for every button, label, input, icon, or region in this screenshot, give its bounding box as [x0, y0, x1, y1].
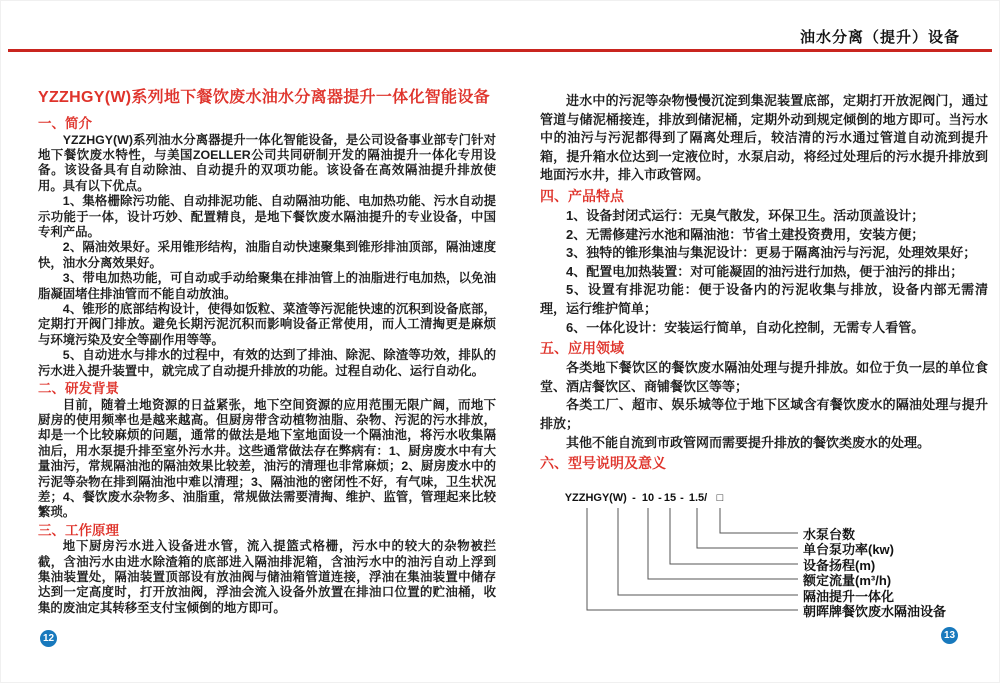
- paragraph: 各类地下餐饮区的餐饮废水隔油处理与提升排放。如位于负一层的单位食堂、酒店餐饮区、商铺餐饮区等等；: [540, 360, 988, 394]
- diagram-label-integrated-lift: 隔油提升一体化: [803, 589, 895, 604]
- diagram-label-brand: 朝晖牌餐饮废水隔油设备: [803, 604, 947, 619]
- page-number-right: 13: [941, 627, 958, 644]
- model-part-pump-count-box: □: [716, 492, 724, 504]
- feature-item: 2、无需修建污水池和隔油池：节省土建投资费用，安装方便；: [566, 226, 925, 242]
- feature-item: 1、设备封闭式运行：无臭气散发，环保卫生。活动顶盖设计；: [566, 207, 925, 223]
- paragraph: 进水中的污泥等杂物慢慢沉淀到集泥装置底部，定期打开放泥阀门，通过管道与储泥桶接连，排放到储泥桶，定期外动到规定倾倒的地方即可。当污水中的油污与污泥都得到了隔离处理后，较洁清的污水通过管道自动流到提升箱，提升箱水位达到一定液位时，水泵启动，将经过处理后的污水提升排放到地面污水井，排入市政管网。: [540, 93, 988, 183]
- section-heading-background: 二、研发背景: [38, 381, 119, 396]
- section-heading-model-meaning: 六、型号说明及意义: [540, 455, 666, 472]
- section-heading-features: 四、产品特点: [540, 187, 624, 204]
- page-number-left: 12: [40, 630, 57, 647]
- model-part-separator: -: [658, 492, 662, 504]
- paragraph: 4、锥形的底部结构设计，使得如饭粒、菜渣等污泥能快速的沉积到设备底部，定期打开阀门排放。避免长期污泥沉积而影响设备正常使用，而人工清掏更是麻烦与环境污染及安全等副作用等等。: [38, 301, 496, 347]
- feature-item: 5、设置有排泥功能：便于设备内的污泥收集与排放，设备内部无需清理，运行维护简单；: [540, 282, 988, 316]
- paragraph: YZZHGY(W)系列油水分离器提升一体化智能设备，是公司设备事业部专门针对地下餐饮废水特性，与美国ZOELLER公司共同研制开发的隔油提升一体化专用设备。该设备具有自动除油、自动提升的双项功能。该设备在高效隔油提升排放使用。具有以下优点。: [38, 132, 496, 193]
- paragraph: 1、集格栅除污功能、自动排泥功能、自动隔油功能、电加热功能、污水自动提示功能于一体，设计巧妙、配置精良，是地下餐饮废水隔油提升的专业设备，中国专利产品。: [38, 194, 496, 239]
- paragraph: 5、自动进水与排水的过程中，有效的达到了排油、除泥、除渣等功效，排队的污水进入提升装置中，就完成了自动提升排放的功能。过程自动化、运行自动化。: [38, 348, 496, 378]
- model-part: (W): [609, 492, 627, 504]
- model-part-separator: -: [680, 492, 684, 504]
- paragraph: 目前，随着土地资源的日益紧张，地下空间资源的应用范围无限广阔，而地下厨房的使用频率也是越来越高。但厨房带含动植物油脂、杂物、污泥的污水排放，却是一个比较麻烦的问题，通常的做法是地下室地面设一个隔油池，将污水收集隔油后，用水泵提升排至室外污水井。这些通常做法存在弊病有：1、厨房废水中有大量油污，常规隔油池的隔油效果比较差，油污的清理也非常麻烦；2、厨房废水中的污泥等杂物在排到隔油池中难以清理；3、隔油池的密闭性不好，有气味，卫生状况差；4、餐饮废水杂物多、油脂重，常规做法需要清掏、维护、监管，管理起来比较繁琐。: [38, 397, 496, 520]
- page-header-title: 油水分离（提升）设备: [799, 29, 960, 46]
- model-part-separator: -: [632, 492, 636, 504]
- section-heading-applications: 五、应用领域: [540, 340, 624, 357]
- paragraph: 各类工厂、超市、娱乐城等位于地下区域含有餐饮废水的隔油处理与提升排放；: [540, 397, 988, 431]
- model-code-diagram: [540, 486, 992, 638]
- model-part: 1.5/: [688, 492, 708, 504]
- section-heading-intro: 一、简介: [38, 116, 92, 131]
- feature-item: 3、独特的锥形集油与集泥设计：更易于隔离油污与污泥，处理效果好；: [566, 245, 977, 261]
- paragraph: 2、隔油效果好。采用锥形结构，油脂自动快速聚集到锥形排油顶部，隔油速度快，油水分离效果好。: [38, 240, 496, 270]
- feature-item: 6、一体化设计：安装运行简单，自动化控制，无需专人看管。: [566, 319, 925, 335]
- diagram-label-head: 设备扬程(m): [803, 558, 876, 573]
- section-heading-working-principle: 三、工作原理: [38, 522, 119, 538]
- left-column: [38, 84, 496, 616]
- paragraph: 地下厨房污水进入设备进水管，流入提篮式格栅，污水中的较大的杂物被拦截，含油污水由进水除渣箱的底部进入隔油排泥箱，含油污水中的油污自动上浮到集油装置处，隔油装置顶部设有放油阀与储油箱管道连接，浮油在集油装置中储存达到一定高度时，打开放油阀，浮油会流入设备外放置在排油口位置的贮油桶，收集的废油定其转移至支付宝倾倒的地方即可。: [38, 539, 496, 615]
- model-part: 15: [663, 492, 677, 504]
- header-rule: [8, 49, 992, 52]
- paragraph: 其他不能自流到市政管网而需要提升排放的餐饮类废水的处理。: [566, 434, 931, 450]
- diagram-label-pump-count: 水泵台数: [803, 527, 856, 542]
- diagram-label-rated-flow: 额定流量(m³/h): [803, 573, 892, 588]
- diagram-label-pump-power: 单台泵功率(kw): [803, 542, 895, 557]
- model-part: YZZHGY: [564, 492, 610, 504]
- paragraph: 3、带电加热功能，可自动或手动给聚集在排油管上的油脂进行电加热，以免油脂凝固堵住排油管而不能自动放油。: [38, 271, 496, 301]
- feature-item: 4、配置电加热装置：对可能凝固的油污进行加热，便于油污的排出；: [566, 263, 964, 279]
- document-title: YZZHGY(W)系列地下餐饮废水油水分离器提升一体化智能设备: [38, 89, 490, 106]
- model-part: 10: [641, 492, 655, 504]
- right-column: [540, 92, 988, 474]
